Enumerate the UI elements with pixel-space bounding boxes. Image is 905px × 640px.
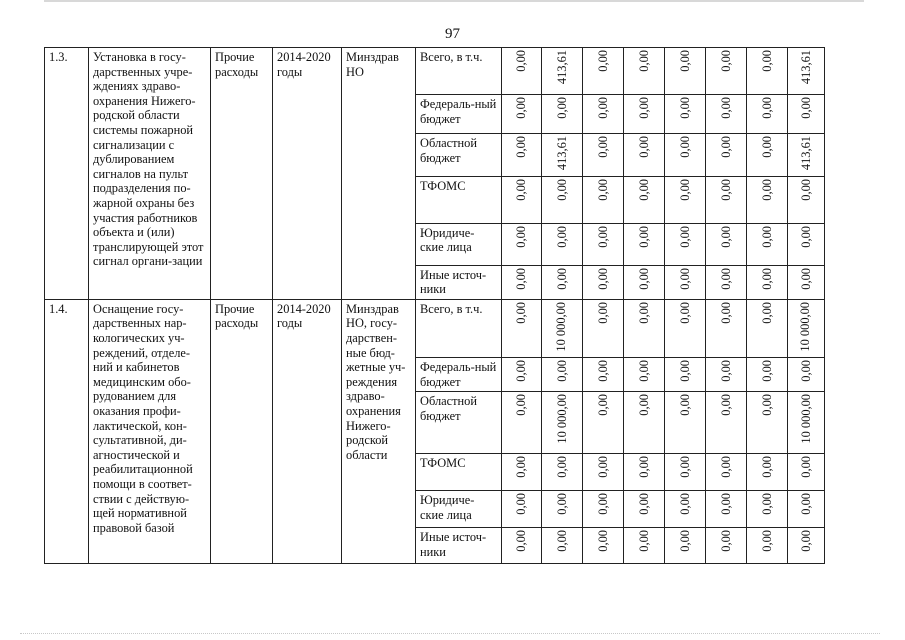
- amount-value: 0,00: [514, 530, 528, 552]
- item-name-cell: Оснащение госу-дарственных нар-кологических уч-реждений, отделе-ний и кабинетов медицинским обо-рудованием для оказания профи-лактической, кон-сультативной, ди-агностической и реабилитационной помощи в соответ-ствии с действую-щей нормативной правовой базой: [89, 299, 211, 563]
- amount-cell: [624, 48, 665, 95]
- amount-value: 0,00: [595, 267, 610, 290]
- amount-cell: [788, 528, 825, 564]
- amount-cell: [747, 299, 788, 357]
- expense-type-cell: Прочие расходы: [211, 48, 273, 300]
- amount-value: 413,61: [554, 136, 569, 171]
- amount-cell: [502, 176, 542, 223]
- amount-cell: [624, 299, 665, 357]
- amount-value: 0,00: [514, 493, 528, 515]
- amount-value: 0,00: [798, 530, 813, 552]
- amount-cell: [706, 392, 747, 454]
- amount-value: 0,00: [677, 136, 692, 158]
- amount-value: 0,00: [718, 394, 733, 416]
- amount-cell: [706, 95, 747, 134]
- amount-cell: [747, 176, 788, 223]
- amount-cell: [706, 358, 747, 392]
- funding-source-label: Федераль-ный бюджет: [416, 95, 502, 134]
- amount-cell: [542, 265, 583, 299]
- amount-cell: [542, 223, 583, 265]
- amount-value: 0,00: [514, 178, 528, 201]
- amount-value: 0,00: [595, 456, 610, 478]
- amount-value: 0,00: [677, 97, 692, 119]
- amount-value: 10 000,00: [554, 394, 569, 444]
- amount-value: 0,00: [636, 267, 651, 290]
- amount-cell: [583, 392, 624, 454]
- amount-value: 0,00: [718, 360, 733, 382]
- amount-cell: [624, 491, 665, 528]
- amount-value: 0,00: [554, 456, 569, 478]
- amount-cell: [706, 223, 747, 265]
- expense-type-cell: Прочие расходы: [211, 299, 273, 563]
- amount-cell: [583, 528, 624, 564]
- amount-value: 0,00: [595, 530, 610, 552]
- top-rule: [44, 0, 864, 2]
- amount-value: 0,00: [718, 301, 733, 324]
- amount-value: 0,00: [554, 493, 569, 515]
- amount-value: 0,00: [718, 530, 733, 552]
- amount-value: 0,00: [554, 97, 569, 119]
- amount-value: 0,00: [677, 225, 692, 248]
- amount-cell: [665, 454, 706, 491]
- amount-cell: [706, 491, 747, 528]
- amount-cell: [502, 134, 542, 177]
- amount-cell: [624, 358, 665, 392]
- amount-cell: [583, 48, 624, 95]
- amount-cell: [502, 48, 542, 95]
- amount-cell: [542, 176, 583, 223]
- amount-cell: [583, 176, 624, 223]
- amount-value: 0,00: [595, 178, 610, 201]
- amount-cell: [502, 491, 542, 528]
- amount-value: 0,00: [514, 50, 528, 72]
- amount-cell: [502, 95, 542, 134]
- amount-value: 0,00: [636, 225, 651, 248]
- amount-value: 0,00: [554, 360, 569, 382]
- funding-source-label: Всего, в т.ч.: [416, 299, 502, 357]
- amount-value: 0,00: [554, 225, 569, 248]
- amount-cell: [542, 95, 583, 134]
- amount-value: 0,00: [636, 360, 651, 382]
- amount-cell: [583, 299, 624, 357]
- amount-cell: [583, 223, 624, 265]
- amount-value: 0,00: [759, 530, 774, 552]
- amount-cell: [706, 134, 747, 177]
- amount-cell: [542, 358, 583, 392]
- amount-cell: [788, 48, 825, 95]
- amount-cell: [542, 454, 583, 491]
- amount-value: 0,00: [677, 50, 692, 72]
- amount-cell: [706, 299, 747, 357]
- funding-source-label: Областной бюджет: [416, 134, 502, 177]
- amount-value: 0,00: [554, 267, 569, 290]
- amount-cell: [665, 95, 706, 134]
- amount-cell: [747, 95, 788, 134]
- funding-source-label: Иные источ-ники: [416, 528, 502, 564]
- funding-source-label: ТФОМС: [416, 454, 502, 491]
- amount-value: 0,00: [798, 456, 813, 478]
- amount-value: 0,00: [759, 493, 774, 515]
- amount-value: 0,00: [636, 530, 651, 552]
- amount-cell: [665, 176, 706, 223]
- amount-value: 0,00: [798, 225, 813, 248]
- amount-cell: [665, 223, 706, 265]
- period-cell: 2014-2020 годы: [273, 48, 342, 300]
- amount-cell: [788, 299, 825, 357]
- amount-cell: [747, 358, 788, 392]
- amount-cell: [747, 265, 788, 299]
- amount-value: 0,00: [759, 301, 774, 324]
- amount-value: 0,00: [514, 360, 528, 382]
- amount-cell: [665, 265, 706, 299]
- budget-table: [44, 47, 825, 564]
- amount-value: 0,00: [595, 97, 610, 119]
- amount-cell: [788, 265, 825, 299]
- amount-value: 0,00: [677, 394, 692, 416]
- amount-value: 0,00: [759, 225, 774, 248]
- amount-cell: [502, 528, 542, 564]
- amount-value: 413,61: [798, 50, 813, 85]
- amount-value: 0,00: [759, 136, 774, 158]
- amount-value: 0,00: [636, 301, 651, 324]
- amount-cell: [624, 392, 665, 454]
- item-name-cell: Установка в госу-дарственных учре-ждениях здраво-охранения Нижего-родской области системы пожарной сигнализации с дублированием сигналов на пульт подразделения по-жарной охраны без участия работников объекта и (или) транслирующей этот сигнал органи-зации: [89, 48, 211, 300]
- amount-cell: [624, 134, 665, 177]
- amount-cell: [788, 95, 825, 134]
- amount-cell: [502, 358, 542, 392]
- amount-value: 0,00: [595, 50, 610, 72]
- amount-cell: [788, 176, 825, 223]
- funding-source-label: Федераль-ный бюджет: [416, 358, 502, 392]
- amount-value: 0,00: [514, 97, 528, 119]
- amount-value: 0,00: [718, 456, 733, 478]
- amount-cell: [583, 265, 624, 299]
- amount-value: 0,00: [759, 360, 774, 382]
- amount-value: 0,00: [759, 394, 774, 416]
- amount-cell: [583, 134, 624, 177]
- amount-value: 0,00: [718, 136, 733, 158]
- amount-cell: [788, 392, 825, 454]
- amount-cell: [542, 134, 583, 177]
- amount-value: 0,00: [636, 456, 651, 478]
- amount-value: 0,00: [677, 360, 692, 382]
- amount-cell: [624, 265, 665, 299]
- amount-cell: [624, 223, 665, 265]
- amount-cell: [788, 491, 825, 528]
- amount-value: 0,00: [718, 225, 733, 248]
- amount-value: 0,00: [595, 394, 610, 416]
- amount-value: 0,00: [798, 360, 813, 382]
- amount-cell: [583, 491, 624, 528]
- amount-value: 0,00: [514, 225, 528, 248]
- amount-value: 413,61: [798, 136, 813, 171]
- scan-artifact-line: [20, 632, 880, 634]
- amount-cell: [583, 454, 624, 491]
- funding-source-label: Юридиче-ские лица: [416, 223, 502, 265]
- amount-cell: [665, 48, 706, 95]
- amount-value: 0,00: [514, 267, 528, 290]
- amount-cell: [665, 491, 706, 528]
- amount-value: 0,00: [514, 136, 528, 158]
- amount-value: 0,00: [759, 456, 774, 478]
- amount-value: 0,00: [759, 50, 774, 72]
- amount-cell: [747, 491, 788, 528]
- amount-value: 0,00: [759, 267, 774, 290]
- amount-value: 0,00: [677, 178, 692, 201]
- amount-cell: [788, 358, 825, 392]
- amount-value: 413,61: [554, 50, 569, 85]
- amount-cell: [665, 392, 706, 454]
- table-row: [45, 48, 825, 95]
- table-row: [45, 299, 825, 357]
- period-cell: 2014-2020 годы: [273, 299, 342, 563]
- amount-cell: [502, 392, 542, 454]
- item-number-cell: 1.4.: [45, 299, 89, 563]
- amount-cell: [665, 528, 706, 564]
- executor-cell: Минздрав НО, госу-дарствен-ные бюд-жетные уч-реждения здраво-охранения Нижего-родской области: [342, 299, 416, 563]
- amount-cell: [706, 454, 747, 491]
- amount-value: 0,00: [595, 360, 610, 382]
- amount-value: 0,00: [677, 301, 692, 324]
- item-number-cell: 1.3.: [45, 48, 89, 300]
- amount-cell: [624, 454, 665, 491]
- amount-value: 0,00: [718, 493, 733, 515]
- amount-cell: [706, 176, 747, 223]
- amount-cell: [747, 48, 788, 95]
- amount-value: 0,00: [595, 136, 610, 158]
- funding-source-label: Иные источ-ники: [416, 265, 502, 299]
- amount-value: 0,00: [798, 178, 813, 201]
- amount-cell: [624, 176, 665, 223]
- amount-cell: [747, 392, 788, 454]
- amount-cell: [747, 528, 788, 564]
- amount-value: 0,00: [798, 493, 813, 515]
- amount-cell: [583, 358, 624, 392]
- amount-value: 0,00: [636, 178, 651, 201]
- amount-value: 0,00: [514, 394, 528, 416]
- amount-cell: [747, 223, 788, 265]
- amount-value: 0,00: [677, 530, 692, 552]
- amount-cell: [706, 265, 747, 299]
- amount-value: 10 000,00: [554, 301, 569, 352]
- amount-cell: [788, 223, 825, 265]
- amount-value: 10 000,00: [798, 301, 813, 352]
- amount-cell: [788, 454, 825, 491]
- amount-value: 0,00: [514, 301, 528, 324]
- amount-value: 0,00: [798, 97, 813, 119]
- amount-value: 10 000,00: [798, 394, 813, 444]
- funding-source-label: ТФОМС: [416, 176, 502, 223]
- amount-value: 0,00: [677, 456, 692, 478]
- amount-cell: [502, 454, 542, 491]
- amount-cell: [665, 358, 706, 392]
- amount-value: 0,00: [636, 97, 651, 119]
- amount-value: 0,00: [759, 178, 774, 201]
- funding-source-label: Областной бюджет: [416, 392, 502, 454]
- amount-cell: [583, 95, 624, 134]
- amount-value: 0,00: [636, 394, 651, 416]
- amount-cell: [665, 134, 706, 177]
- amount-cell: [542, 491, 583, 528]
- amount-cell: [747, 454, 788, 491]
- amount-value: 0,00: [718, 178, 733, 201]
- amount-cell: [706, 48, 747, 95]
- funding-source-label: Юридиче-ские лица: [416, 491, 502, 528]
- amount-cell: [502, 265, 542, 299]
- amount-cell: [542, 528, 583, 564]
- amount-value: 0,00: [554, 178, 569, 201]
- amount-value: 0,00: [636, 136, 651, 158]
- amount-value: 0,00: [677, 493, 692, 515]
- amount-cell: [624, 528, 665, 564]
- amount-cell: [542, 299, 583, 357]
- amount-value: 0,00: [677, 267, 692, 290]
- amount-value: 0,00: [636, 493, 651, 515]
- page-number: 97: [445, 26, 460, 42]
- executor-cell: Минздрав НО: [342, 48, 416, 300]
- amount-value: 0,00: [718, 267, 733, 290]
- amount-cell: [502, 299, 542, 357]
- amount-cell: [502, 223, 542, 265]
- amount-cell: [706, 528, 747, 564]
- amount-value: 0,00: [595, 225, 610, 248]
- amount-cell: [542, 392, 583, 454]
- amount-cell: [665, 299, 706, 357]
- amount-value: 0,00: [514, 456, 528, 478]
- amount-value: 0,00: [798, 267, 813, 290]
- table-body: [45, 48, 825, 564]
- amount-value: 0,00: [759, 97, 774, 119]
- amount-value: 0,00: [636, 50, 651, 72]
- amount-cell: [747, 134, 788, 177]
- amount-cell: [788, 134, 825, 177]
- amount-value: 0,00: [554, 530, 569, 552]
- amount-value: 0,00: [718, 50, 733, 72]
- amount-cell: [624, 95, 665, 134]
- amount-value: 0,00: [595, 301, 610, 324]
- amount-value: 0,00: [718, 97, 733, 119]
- amount-value: 0,00: [595, 493, 610, 515]
- amount-cell: [542, 48, 583, 95]
- funding-source-label: Всего, в т.ч.: [416, 48, 502, 95]
